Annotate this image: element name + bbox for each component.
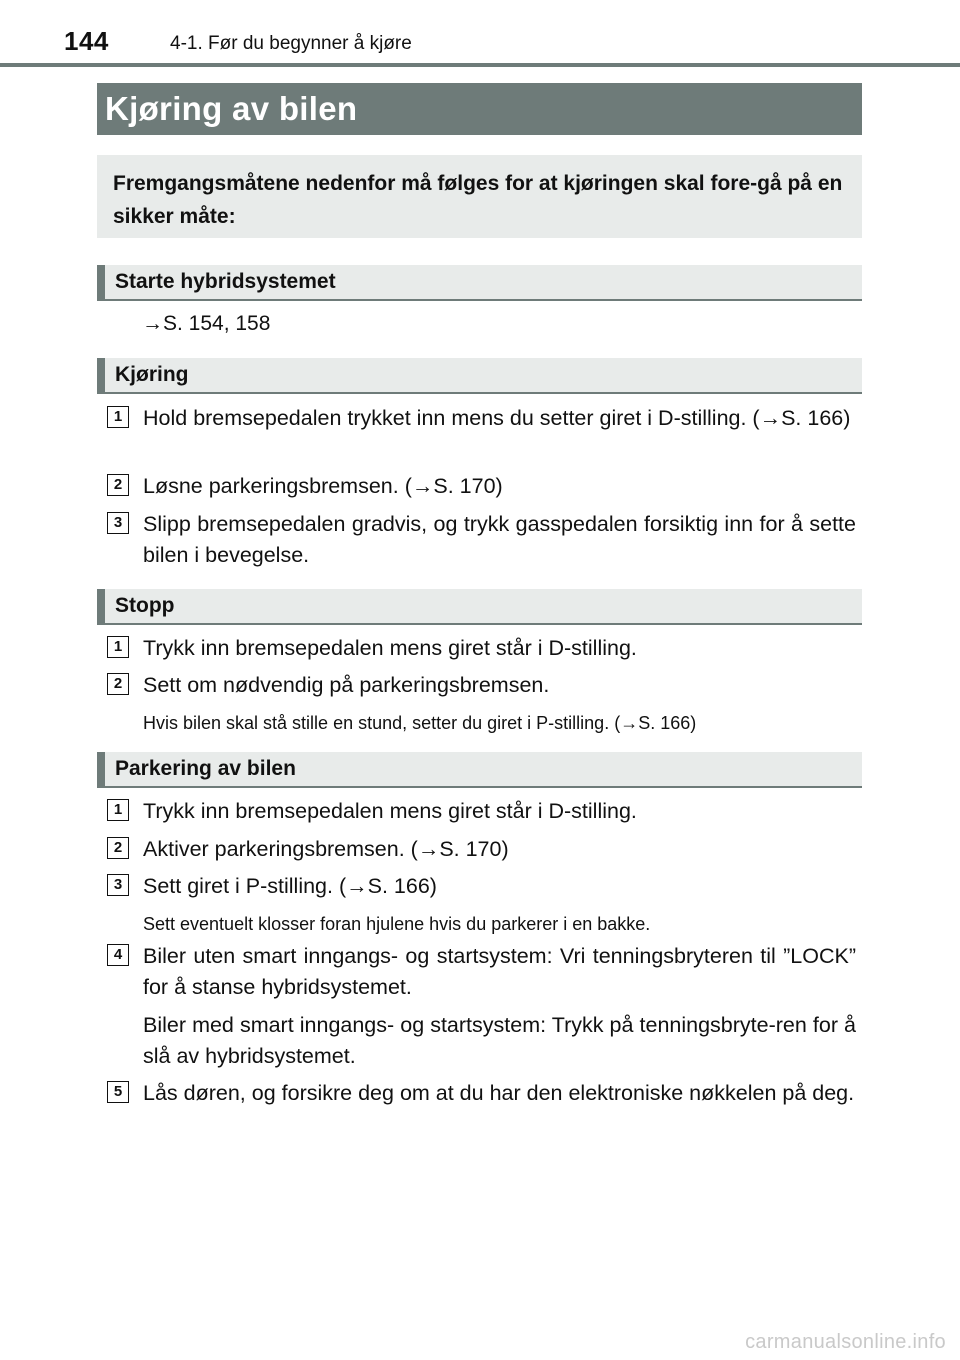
page-title-bar: [97, 83, 862, 135]
page-title: Kjøring av bilen: [105, 90, 358, 127]
step-text: Løsne parkeringsbremsen. (→S. 170): [143, 474, 503, 498]
step-text: Trykk inn bremsepedalen mens giret står i D-stilling.: [143, 799, 637, 823]
section-heading-stop: Stopp: [97, 589, 862, 625]
step-text: Slipp bremsepedalen gradvis, og trykk gasspedalen forsiktig inn for å sette bilen i bevegelse.: [143, 512, 856, 567]
parking-note: Sett eventuelt klosser foran hjulene hvis du parkerer i en bakke.: [143, 914, 651, 934]
step-text: Biler uten smart inngangs- og startsystem: Vri tenningsbryteren til ”LOCK” for å stanse hybridsystemet.: [143, 944, 856, 999]
step-text: Sett giret i P-stilling. (→S. 166): [143, 874, 437, 898]
step-text: Hold bremsepedalen trykket inn mens du setter giret i D-stilling. (→S. 166): [143, 406, 851, 430]
step-extra-text: Biler med smart inngangs- og startsystem: Trykk på tenningsbryte-ren for å slå av hybridsystemet.: [143, 1013, 856, 1068]
step-number: 3: [107, 874, 129, 896]
step-number: 3: [107, 512, 129, 534]
watermark: carmanualsonline.info: [745, 1331, 946, 1353]
section-heading-start: Starte hybridsystemet: [97, 265, 862, 301]
step-text: Aktiver parkeringsbremsen. (→S. 170): [143, 837, 509, 861]
step-text: Lås døren, og forsikre deg om at du har den elektroniske nøkkelen på deg.: [143, 1081, 855, 1105]
step-number: 1: [107, 799, 129, 821]
stop-note: Hvis bilen skal stå stille en stund, setter du giret i P-stilling. (→S. 166): [143, 713, 697, 733]
step-number: 1: [107, 636, 129, 658]
chapter-title: 4-1. Før du begynner å kjøre: [170, 33, 412, 54]
page-number: 144: [64, 26, 109, 56]
step-number: 1: [107, 406, 129, 428]
step-number: 5: [107, 1081, 129, 1103]
step-number: 2: [107, 837, 129, 859]
step-number: 2: [107, 673, 129, 695]
step-text: Sett om nødvendig på parkeringsbremsen.: [143, 673, 550, 697]
section-heading-parking: Parkering av bilen: [97, 752, 862, 788]
step-number: 2: [107, 474, 129, 496]
intro-box: Fremgangsmåtene nedenfor må følges for at kjøringen skal fore-gå på en sikker måte:: [97, 155, 862, 238]
step-text: Trykk inn bremsepedalen mens giret står i D-stilling.: [143, 636, 637, 660]
header-rule: [0, 63, 960, 67]
step-number: 4: [107, 944, 129, 966]
section-heading-driving: Kjøring: [97, 358, 862, 394]
start-reference: →S. 154, 158: [142, 312, 271, 335]
page-header: [0, 0, 960, 66]
